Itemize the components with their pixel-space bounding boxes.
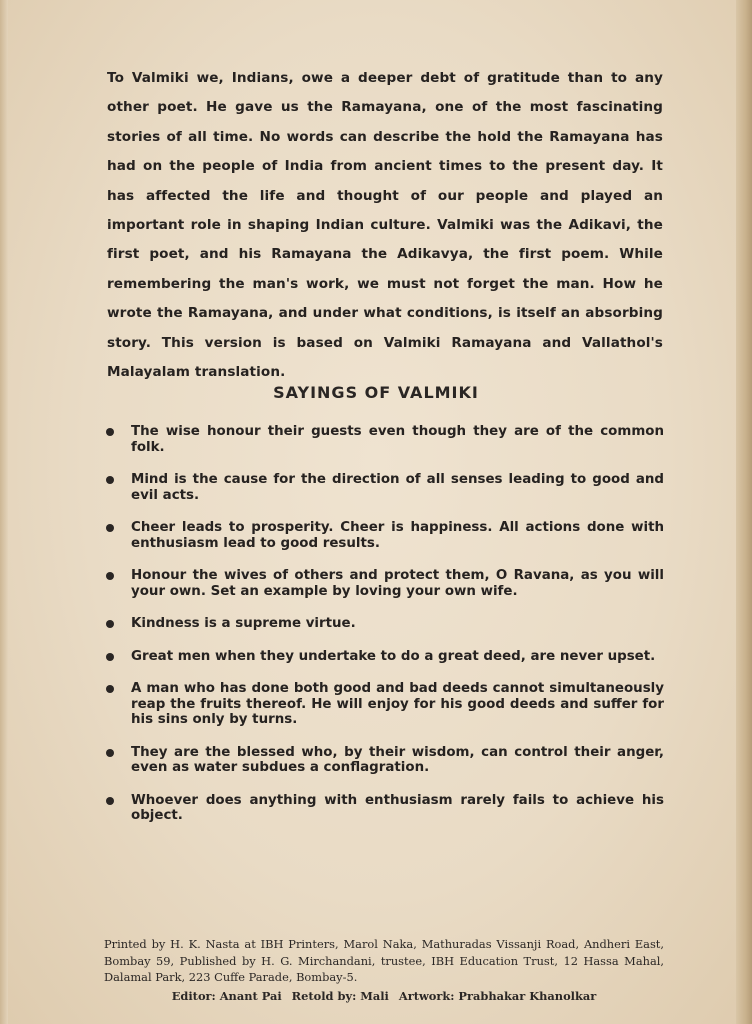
saying-item bbox=[104, 616, 664, 632]
editor-credit: Editor: Anant Pai bbox=[171, 989, 282, 1003]
saying-text: Whoever does anything with enthusiasm rarely fails to achieve his object. bbox=[131, 792, 664, 823]
saying-item bbox=[104, 424, 664, 455]
page-edge-right bbox=[736, 0, 752, 1024]
saying-text: Cheer leads to prosperity. Cheer is happiness. All actions done with enthusiasm lead to good results. bbox=[131, 520, 664, 551]
saying-item bbox=[104, 681, 664, 728]
saying-item bbox=[104, 520, 664, 551]
bullet-icon bbox=[106, 428, 114, 436]
bullet-icon bbox=[106, 653, 114, 661]
saying-text: Great men when they undertake to do a great deed, are never upset. bbox=[131, 648, 656, 664]
saying-text: They are the blessed who, by their wisdom, can control their anger, even as water subdues a conflagration. bbox=[131, 744, 664, 775]
bullet-icon bbox=[106, 749, 114, 757]
page-edge-left bbox=[0, 0, 8, 1024]
bullet-icon bbox=[106, 797, 114, 805]
saying-text: Kindness is a supreme virtue. bbox=[131, 616, 356, 631]
bullet-icon bbox=[106, 620, 114, 628]
saying-item bbox=[104, 568, 664, 599]
intro-paragraph: To Valmiki we, Indians, owe a deeper debt of gratitude than to any other poet. He gave us the Ramayana, one of the most fascinating stories of all time. No words can describe the hold the Ramayana has had on the people of India from ancient times to the present day. It has affected the life and thought of our people and played an important role in shaping Indian culture. Valmiki was the Adikavi, the first poet, and his Ramayana the Adikavya, the first poem. While remembering the man's work, we must not forget the man. How he wrote the Ramayana, and under what conditions, is itself an absorbing story. This version is based on Valmiki Ramayana and Vallathol's Malayalam translation. bbox=[107, 70, 663, 381]
saying-text: Mind is the cause for the direction of all senses leading to good and evil acts. bbox=[131, 472, 664, 503]
retold-credit: Retold by: Mali bbox=[291, 989, 389, 1003]
bullet-icon bbox=[106, 476, 114, 484]
bullet-icon bbox=[106, 524, 114, 532]
artwork-credit: Artwork: Prabhakar Khanolkar bbox=[398, 989, 597, 1003]
saying-text: The wise honour their guests even though they are of the common folk. bbox=[131, 424, 664, 455]
printer-imprint: Printed by H. K. Nasta at IBH Printers, Marol Naka, Mathuradas Vissanji Road, Andheri East, Bombay 59, Published by H. G. Mirchandani, trustee, IBH Education Trust, 12 Hassa Mahal, Dalamal Park, 223 Cuffe Parade, Bombay-5. bbox=[104, 937, 664, 984]
saying-item bbox=[104, 793, 664, 824]
saying-text: Honour the wives of others and protect them, O Ravana, as you will your own. Set an example by loving your own wife. bbox=[131, 568, 664, 599]
saying-item bbox=[104, 649, 664, 665]
bullet-icon bbox=[106, 685, 114, 693]
sayings-title: SAYINGS OF VALMIKI bbox=[273, 383, 479, 402]
bullet-icon bbox=[106, 572, 114, 580]
saying-text: A man who has done both good and bad deeds cannot simultaneously reap the fruits thereof. He will enjoy for his good deeds and suffer for his sins only by turns. bbox=[131, 681, 664, 727]
credits-line bbox=[104, 989, 664, 1003]
saying-item bbox=[104, 472, 664, 503]
sayings-list bbox=[104, 424, 664, 841]
saying-item bbox=[104, 745, 664, 776]
